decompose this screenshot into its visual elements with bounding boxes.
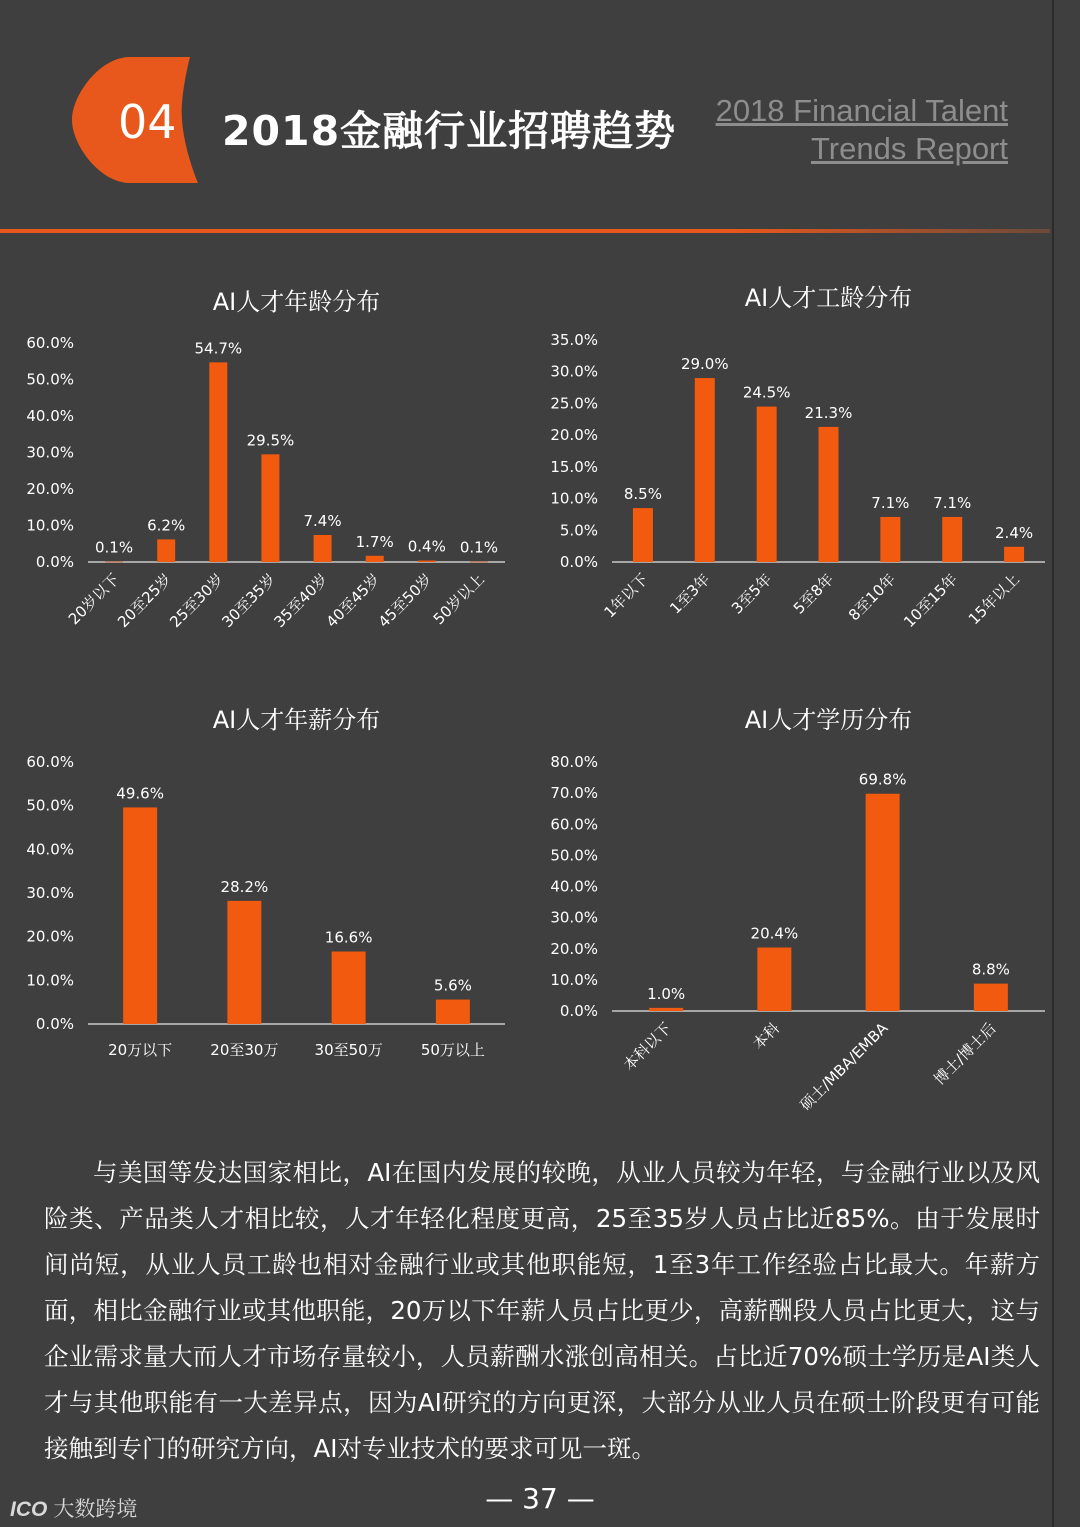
age-bar [470,562,488,563]
experience-y-tick-label: 15.0% [550,457,598,476]
salary-bar [227,901,261,1024]
section-number: 04 [118,95,177,149]
age-data-label: 7.4% [303,511,342,530]
education-y-tick-label: 20.0% [550,939,598,958]
education-bar [757,948,791,1011]
experience-category-label: 15年以上 [964,570,1023,629]
education-data-label: 1.0% [647,984,686,1003]
age-data-label: 0.1% [95,538,134,557]
age-data-label: 1.7% [355,532,394,551]
education-y-tick-label: 0.0% [559,1002,598,1020]
age-y-tick-label: 40.0% [26,407,74,425]
experience-bar [1004,547,1024,562]
page-title: 2018金融行业招聘趋势 [222,107,677,155]
experience-data-label: 21.3% [804,403,853,422]
experience-y-tick-label: 0.0% [559,553,598,571]
age-category-label: 50岁以上 [429,570,488,629]
education-distribution-chart-svg [530,690,1070,1130]
age-y-tick-label: 10.0% [26,516,74,535]
page-number: — 37 — [485,1482,595,1515]
salary-category-label: 20至30万 [210,1041,279,1059]
analysis-paragraph: 与美国等发达国家相比，AI在国内发展的较晚，从业人员较为年轻，与金融行业以及风险类、产品类人才相比较，人才年轻化程度更高，25至35岁人员占比近85%。由于发展时间尚短，从业人员工龄也相对金融行业或其他职能短，1至3年工作经验占比最大。年薪方面，相比金融行业或其他职能，20万以下年薪人员占比更少，高薪酬段人员占比更大，这与企业需求量大而人才市场存量较小，人员薪酬水涨创高相关。占比近70%硕士学历是AI类人才与其他职能有一大差异点，因为AI研究的方向更深，大部分从业人员在硕士阶段更有可能接触到专门的研究方向，AI对专业技术的要求可见一斑。 [44,1158,1040,1463]
education-y-tick-label: 30.0% [550,908,598,927]
education-y-tick-label: 10.0% [550,970,598,989]
age-data-label: 54.7% [194,339,243,358]
experience-y-tick-label: 10.0% [550,489,598,508]
salary-data-label: 16.6% [324,928,373,947]
age-y-tick-label: 20.0% [26,480,74,498]
experience-y-tick-label: 25.0% [550,394,598,413]
education-y-tick-label: 40.0% [550,877,598,896]
page-header [0,0,1080,240]
education-category-label: 本科以下 [619,1019,675,1075]
experience-data-label: 8.5% [623,485,662,504]
age-bar [209,362,227,562]
experience-y-tick-label: 30.0% [550,362,598,381]
experience-category-label: 1至3年 [666,570,714,618]
work-experience-chart-svg [530,270,1070,710]
experience-category-label: 1年以下 [600,570,652,622]
age-data-label: 6.2% [147,516,186,535]
salary-distribution-chart-svg [0,690,540,1130]
salary-y-tick-label: 50.0% [26,796,74,815]
salary-y-tick-label: 40.0% [26,840,74,859]
salary-y-tick-label: 0.0% [35,1015,74,1033]
education-y-tick-label: 60.0% [550,815,598,834]
experience-data-label: 29.0% [680,355,729,374]
education-y-tick-label: 70.0% [550,784,598,803]
age-y-tick-label: 0.0% [35,553,74,571]
salary-bar [123,807,157,1024]
watermark [10,1493,137,1523]
age-y-tick-label: 50.0% [26,370,74,389]
page-subtitle [716,92,1008,168]
salary-data-label: 28.2% [220,877,269,896]
salary-bar [332,952,366,1024]
experience-category-label: 8至10年 [844,570,900,625]
salary-data-label: 49.6% [116,784,164,803]
education-data-label: 69.8% [858,770,907,789]
experience-data-label: 2.4% [995,523,1034,542]
experience-chart-title: AI人才工龄分布 [744,284,913,312]
education-category-label: 硕士/MBA/EMBA [796,1019,892,1115]
salary-y-tick-label: 60.0% [26,753,74,771]
salary-chart-title: AI人才年薪分布 [212,706,381,734]
work-experience-chart [530,270,1070,710]
education-distribution-chart [530,690,1070,1130]
experience-bar [757,407,777,562]
age-bar [314,535,332,562]
salary-distribution-chart [0,690,540,1130]
age-category-label: 35至40岁 [270,570,332,632]
education-bar [974,984,1008,1011]
education-bar [649,1008,683,1011]
education-data-label: 20.4% [750,924,799,943]
education-category-label: 本科 [749,1019,784,1054]
salary-category-label: 30至50万 [314,1041,383,1059]
experience-bar [819,427,839,562]
experience-y-tick-label: 5.0% [559,521,598,540]
age-bar [366,556,384,562]
salary-y-tick-label: 10.0% [26,971,74,990]
experience-y-tick-label: 20.0% [550,426,598,445]
age-category-label: 20至25岁 [114,570,176,632]
experience-bar [942,517,962,562]
salary-category-label: 20万以下 [108,1041,173,1059]
salary-category-label: 50万以上 [420,1041,485,1059]
watermark-logo-icon: ICO [10,1498,48,1521]
age-data-label: 0.4% [407,537,446,556]
experience-bar [633,508,653,562]
age-category-label: 45至50岁 [374,570,436,632]
age-category-label: 30至35岁 [218,570,280,632]
age-distribution-chart [0,270,540,710]
experience-category-label: 3至5年 [728,570,776,618]
experience-category-label: 5至8年 [789,570,838,618]
salary-y-tick-label: 30.0% [26,884,74,902]
experience-y-tick-label: 35.0% [550,331,598,349]
education-chart-title: AI人才学历分布 [744,706,913,734]
salary-y-tick-label: 20.0% [26,927,74,946]
experience-bar [695,378,715,562]
header-rule [0,229,1050,233]
age-category-label: 40至45岁 [322,570,384,632]
salary-data-label: 5.6% [433,976,472,995]
age-data-label: 0.1% [459,538,498,557]
education-y-tick-label: 80.0% [550,753,598,771]
age-category-label: 20岁以下 [64,570,123,629]
experience-category-label: 10至15年 [900,570,962,632]
age-bar [157,539,175,562]
age-y-tick-label: 30.0% [26,443,74,462]
education-bar [866,794,900,1011]
subtitle-line-2: Trends Report [811,131,1008,166]
education-data-label: 8.8% [971,960,1010,979]
education-y-tick-label: 50.0% [550,846,598,865]
age-distribution-chart-svg [0,270,540,710]
education-category-label: 博士/博士后 [930,1019,1000,1089]
age-y-tick-label: 60.0% [26,334,74,352]
age-bar [105,562,123,563]
age-category-label: 25至30岁 [166,570,228,632]
experience-data-label: 24.5% [742,383,791,402]
experience-data-label: 7.1% [871,493,910,512]
age-bar [261,454,279,562]
age-chart-title: AI人才年龄分布 [212,288,381,316]
subtitle-line-1: 2018 Financial Talent [715,93,1008,128]
salary-bar [436,1000,470,1024]
experience-bar [880,517,900,562]
age-data-label: 29.5% [246,431,295,450]
watermark-text: 大数跨境 [53,1497,138,1521]
experience-data-label: 7.1% [933,493,972,512]
age-bar [418,561,436,562]
